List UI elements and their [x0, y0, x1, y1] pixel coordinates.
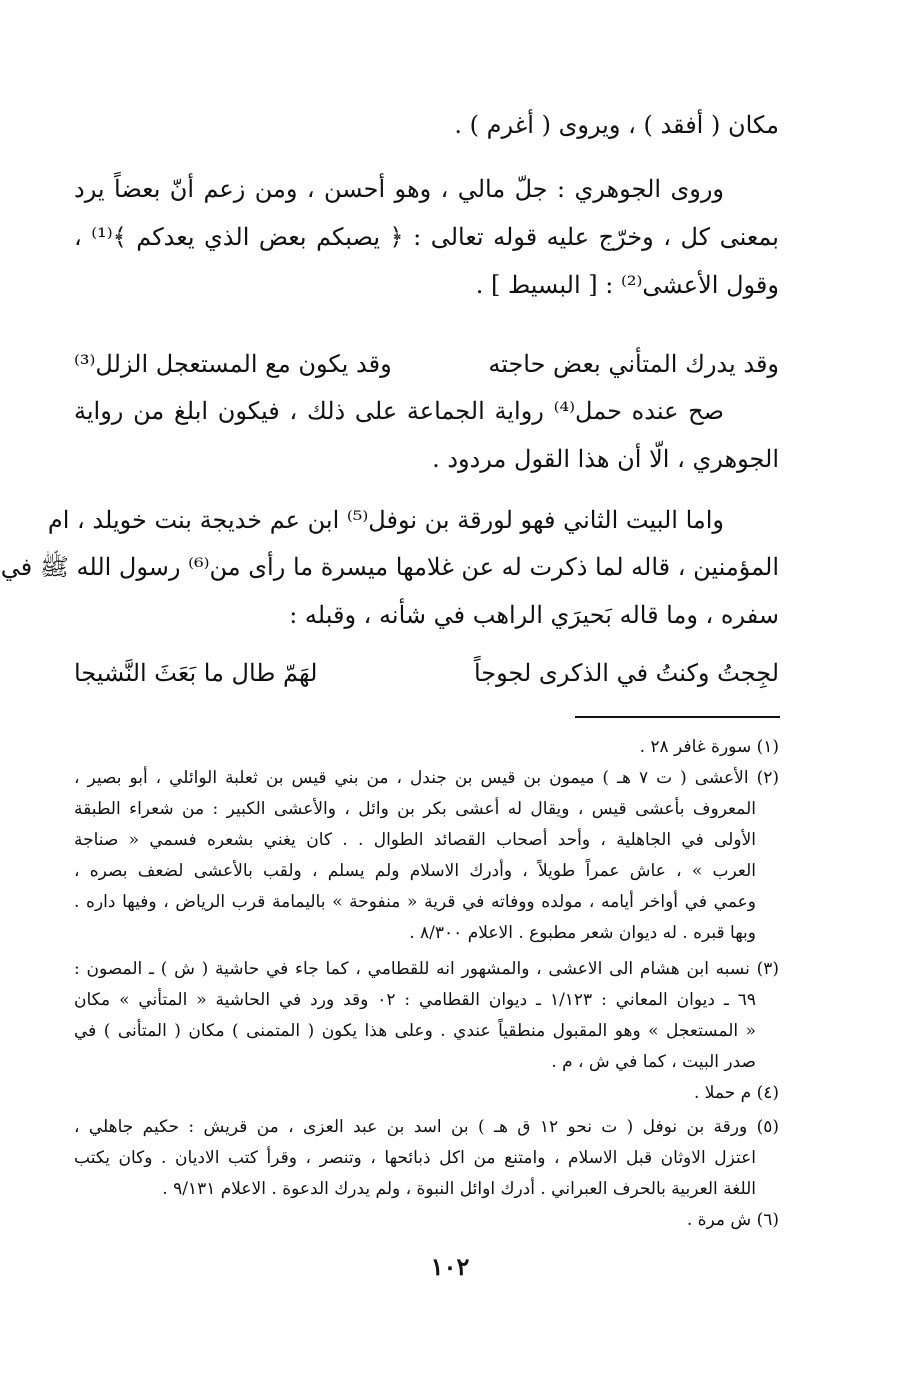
body-line: الجوهري ، الّا أن هذا القول مردود .: [432, 445, 779, 473]
footnote-line: (١) سورة غافر ٢٨ .: [639, 737, 779, 757]
verse-hemistich-first: وقد يدرك المتأني بعض حاجته: [488, 350, 779, 378]
body-line: المؤمنين ، قاله لما ذكرت له عن غلامها ميسرة ما رأى من⁽⁶⁾ رسول الله ﷺ في: [0, 553, 779, 581]
verse-line: [74, 651, 779, 695]
footnote-line: اعتزل الاوثان قبل الاسلام ، وامتنع من اكل ذبائحها ، وتنصر ، وقرأ كتب الاديان . وكان يكتب: [74, 1148, 756, 1168]
footnote-line: وعمي في أواخر أيامه ، مولده ووفاته في قرية « منفوحة » باليمامة قرب الرياض ، وفيها داره .: [74, 892, 756, 912]
body-line: واما البيت الثاني فهو لورقة بن نوفل⁽⁵⁾ ابن عم خديجة بنت خويلد ، ام: [47, 506, 724, 534]
footnote-line: (٦) ش مرة .: [686, 1210, 779, 1230]
footnote-line: (٢) الأعشى ( ت ٧ هـ ) ميمون بن قيس بن جندل ، من بني قيس بن ثعلبة الوائلي ، أبو بصير ،: [74, 768, 780, 788]
footnote-line: (٣) نسبه ابن هشام الى الاعشى ، والمشهور انه للقطامي ، كما جاء في حاشية ( ش ) ـ المصون :: [74, 959, 779, 979]
body-line: مكان ( أفقد ) ، ويروى ( أغرم ) .: [454, 111, 779, 139]
footnote-line: وبها قبره . له ديوان شعر مطبوع . الاعلام ٨/٣٠٠ .: [409, 923, 756, 943]
footnote-line: « المستعجل » وهو المقبول منطقياً عندي . وعلى هذا يكون ( المتمنى ) مكان ( المتأنى ) في: [74, 1021, 756, 1041]
footnote-line: (٤) م حملا .: [693, 1083, 779, 1103]
verse-hemistich-second: وقد يكون مع المستعجل الزلل⁽³⁾: [74, 350, 392, 378]
footnote-divider: [575, 716, 780, 718]
footnote-line: ٦٩ ـ ديوان المعاني : ١/١٢٣ ـ ديوان القطامي : ٠٢ وقد ورد في الحاشية « المتأني » مكان: [74, 990, 757, 1010]
footnote-line: الأولى في الجاهلية ، وأحد أصحاب القصائد الطوال . . كان يغني بشعره فسمي « صناجة: [74, 830, 756, 850]
footnote-line: اللغة العربية بالحرف العبراني . أدرك اوائل النبوة ، ولم يدرك الدعوة . الاعلام ٩/١٣١ .: [162, 1179, 756, 1199]
verse-line: [74, 342, 779, 386]
body-line: صح عنده حمل⁽⁴⁾ رواية الجماعة على ذلك ، فيكون ابلغ من رواية: [74, 397, 724, 425]
body-line: وروى الجوهري : جلّ مالي ، وهو أحسن ، ومن زعم أنّ بعضاً يرد: [74, 175, 724, 203]
verse-hemistich-first: لجِجتُ وكنتُ في الذكرى لجوجاً: [473, 659, 779, 687]
footnote-line: المعروف بأعشى قيس ، ويقال له أعشى بكر بن وائل ، والأعشى الكبير : من شعراء الطبقة: [74, 799, 756, 819]
body-line: سفره ، وما قاله بَحيرَي الراهب في شأنه ، وقبله :: [289, 601, 779, 629]
body-line: وقول الأعشى⁽²⁾ : [ البسيط ] .: [475, 271, 779, 299]
body-line: بمعنى كل ، وخرّج عليه قوله تعالى : ﴿ يصبكم بعض الذي يعدكم ﴾⁽¹⁾ ،: [74, 223, 779, 251]
verse-hemistich-second: لهَمّ طال ما بَعَثَ النَّشيجا: [74, 659, 318, 687]
footnote-line: العرب » ، عاش عمراً طويلاً ، وأدرك الاسلام ولم يسلم ، ولقب بالأعشى لضعف بصره ،: [74, 861, 756, 881]
footnote-line: (٥) ورقة بن نوفل ( ت نحو ١٢ ق هـ ) بن اسد بن عبد العزى ، من قريش : حكيم جاهلي ،: [74, 1117, 779, 1137]
page-number: ١٠٢: [430, 1252, 470, 1281]
footnote-line: صدر البيت ، كما في ش ، م .: [551, 1052, 756, 1072]
